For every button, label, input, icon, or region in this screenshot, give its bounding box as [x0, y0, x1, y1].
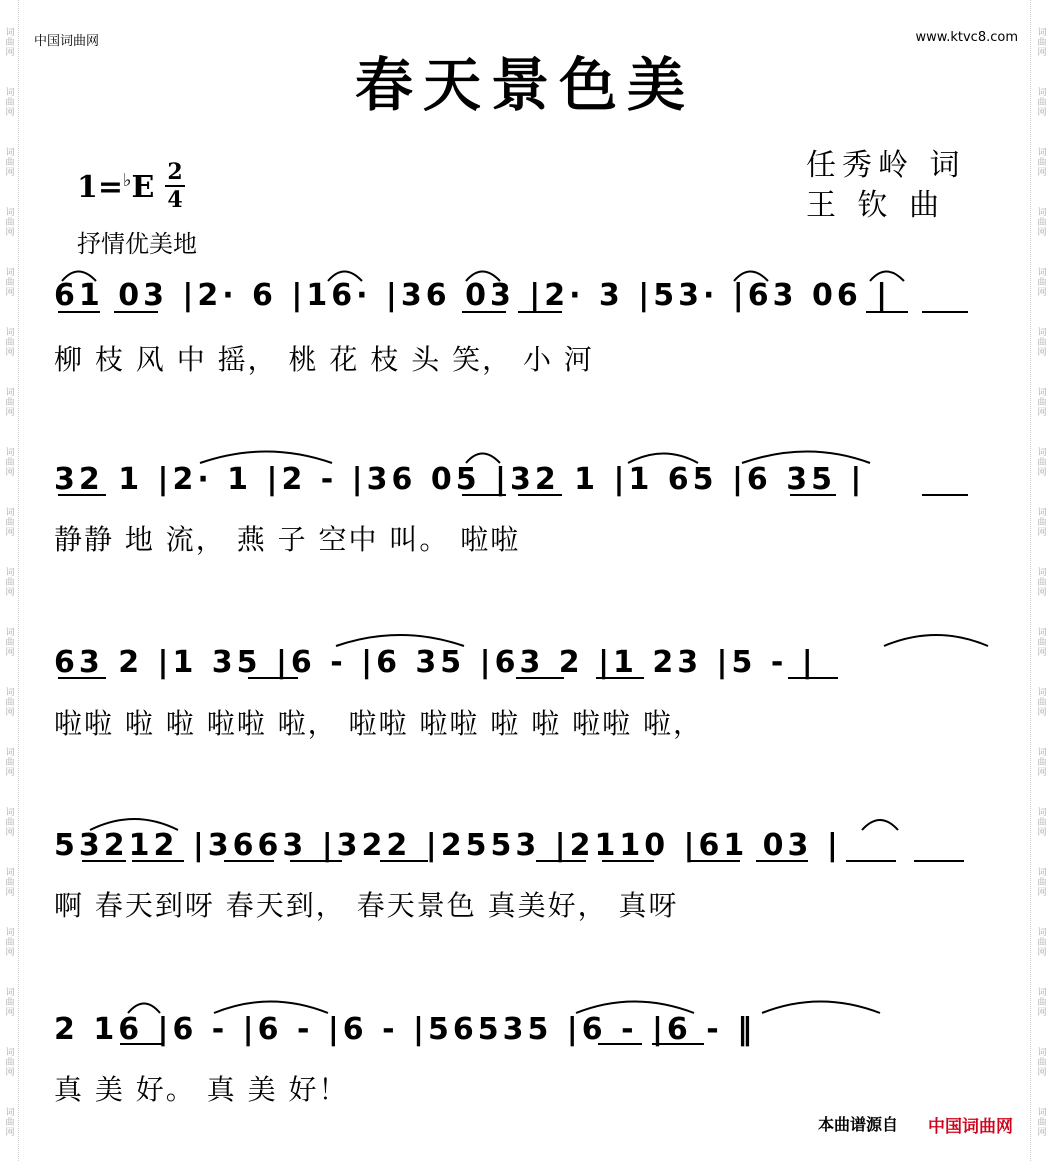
notes-row-4: 53212 |3663 |322 |2553 |2110 |61 03 |: [54, 828, 842, 863]
notes-row-3: 63 2 |1 35 |6 - |6 35 |63 2 |1 23 |5 - |: [54, 645, 817, 680]
side-watermark-text: 词 曲 网: [1037, 688, 1047, 718]
side-watermark-text: 词 曲 网: [1037, 448, 1047, 478]
notes-row-2: 32 1 |2· 1 |2 - |36 05 |32 1 |1 65 |6 35 |: [54, 462, 866, 497]
side-watermark-text: 词 曲 网: [5, 1048, 15, 1078]
flat-sign: ♭: [123, 170, 132, 191]
slur-mark: [466, 454, 500, 464]
side-watermark-text: 词 曲 网: [5, 508, 15, 538]
side-watermark-text: 词 曲 网: [1037, 28, 1047, 58]
side-watermark-text: 词 曲 网: [5, 628, 15, 658]
time-top: 2: [167, 159, 183, 185]
side-watermark-text: 词 曲 网: [1037, 268, 1047, 298]
side-watermark-text: 词 曲 网: [5, 388, 15, 418]
side-watermark-text: 词 曲 网: [1037, 1048, 1047, 1078]
slur-mark: [328, 272, 362, 282]
side-watermark-text: 词 曲 网: [5, 1108, 15, 1138]
site-name-link[interactable]: 中国词曲网: [34, 34, 100, 49]
side-watermark-text: 词 曲 网: [5, 28, 15, 58]
slur-mark: [200, 452, 332, 464]
side-watermark-text: 词 曲 网: [1037, 388, 1047, 418]
side-watermark-text: 词 曲 网: [5, 448, 15, 478]
slur-mark: [742, 452, 870, 464]
slur-mark: [734, 272, 768, 282]
side-watermark-text: 词 曲 网: [5, 928, 15, 958]
side-watermark-text: 词 曲 网: [1037, 88, 1047, 118]
side-watermark-text: 词 曲 网: [5, 148, 15, 178]
side-watermark-text: 词 曲 网: [1037, 1108, 1047, 1138]
side-watermark-text: 词 曲 网: [1037, 568, 1047, 598]
source-label: 本曲谱源自: [818, 1115, 899, 1134]
side-watermark-text: 词 曲 网: [1037, 808, 1047, 838]
side-watermark-text: 词 曲 网: [5, 268, 15, 298]
slur-mark: [62, 272, 96, 282]
slur-mark: [884, 635, 988, 646]
side-watermark-text: 词 曲 网: [5, 328, 15, 358]
slur-mark: [336, 635, 464, 646]
lyrics-row-1: 柳 枝 风 中 摇， 桃 花 枝 头 笑， 小 河: [54, 343, 594, 376]
side-watermark-text: 词 曲 网: [1037, 868, 1047, 898]
side-watermark-text: 词 曲 网: [5, 208, 15, 238]
slur-mark: [128, 1004, 160, 1014]
notes-row-5: 2 16 |6 - |6 - |6 - |56535 |6 - |6 - ‖: [54, 1012, 757, 1047]
slur-mark: [466, 272, 500, 282]
lyrics-row-2: 静静 地 流， 燕 子 空中 叫。 啦啦: [54, 523, 521, 556]
source-site-link[interactable]: 中国词曲网: [928, 1117, 1013, 1137]
side-watermark-text: 词 曲 网: [1037, 328, 1047, 358]
key-note: E: [131, 170, 155, 205]
tempo-marking: 抒情优美地: [77, 230, 197, 258]
side-watermark-text: 词 曲 网: [5, 988, 15, 1018]
lyrics-row-5: 真 美 好。 真 美 好！: [54, 1073, 349, 1106]
side-watermark-text: 词 曲 网: [5, 808, 15, 838]
side-watermark-text: 词 曲 网: [5, 88, 15, 118]
time-bottom: 4: [167, 187, 183, 213]
site-url-link[interactable]: www.ktvc8.com: [915, 30, 1018, 45]
side-watermark-text: 词 曲 网: [5, 568, 15, 598]
slur-mark: [862, 820, 898, 830]
slur-mark: [628, 454, 698, 464]
side-watermark-text: 词 曲 网: [5, 748, 15, 778]
slur-mark: [762, 1002, 880, 1014]
side-watermark-text: 词 曲 网: [1037, 748, 1047, 778]
song-title: 春天景色美: [354, 51, 695, 119]
slur-mark: [576, 1002, 694, 1014]
slur-mark: [214, 1002, 328, 1014]
slur-mark: [870, 272, 904, 282]
composer-credit: 王 钦 曲: [806, 188, 946, 223]
side-watermark-text: 词 曲 网: [1037, 148, 1047, 178]
side-watermark-text: 词 曲 网: [1037, 508, 1047, 538]
side-watermark-text: 词 曲 网: [1037, 988, 1047, 1018]
key-prefix: 1=: [77, 170, 124, 205]
notes-row-1: 61 03 |2· 6 |16· |36 03 |2· 3 |53· |63 06 |: [54, 278, 892, 313]
slur-mark: [90, 819, 178, 830]
side-watermark-text: 词 曲 网: [1037, 628, 1047, 658]
side-watermark-text: 词 曲 网: [1037, 928, 1047, 958]
lyrics-row-3: 啦啦 啦 啦 啦啦 啦， 啦啦 啦啦 啦 啦 啦啦 啦，: [54, 707, 704, 740]
side-watermark-text: 词 曲 网: [5, 688, 15, 718]
lyricist-credit: 任秀岭 词: [806, 148, 966, 183]
side-watermark-text: 词 曲 网: [5, 868, 15, 898]
lyrics-row-4: 啊 春天到呀 春天到， 春天景色 真美好， 真呀: [54, 889, 679, 922]
side-watermark-text: 词 曲 网: [1037, 208, 1047, 238]
